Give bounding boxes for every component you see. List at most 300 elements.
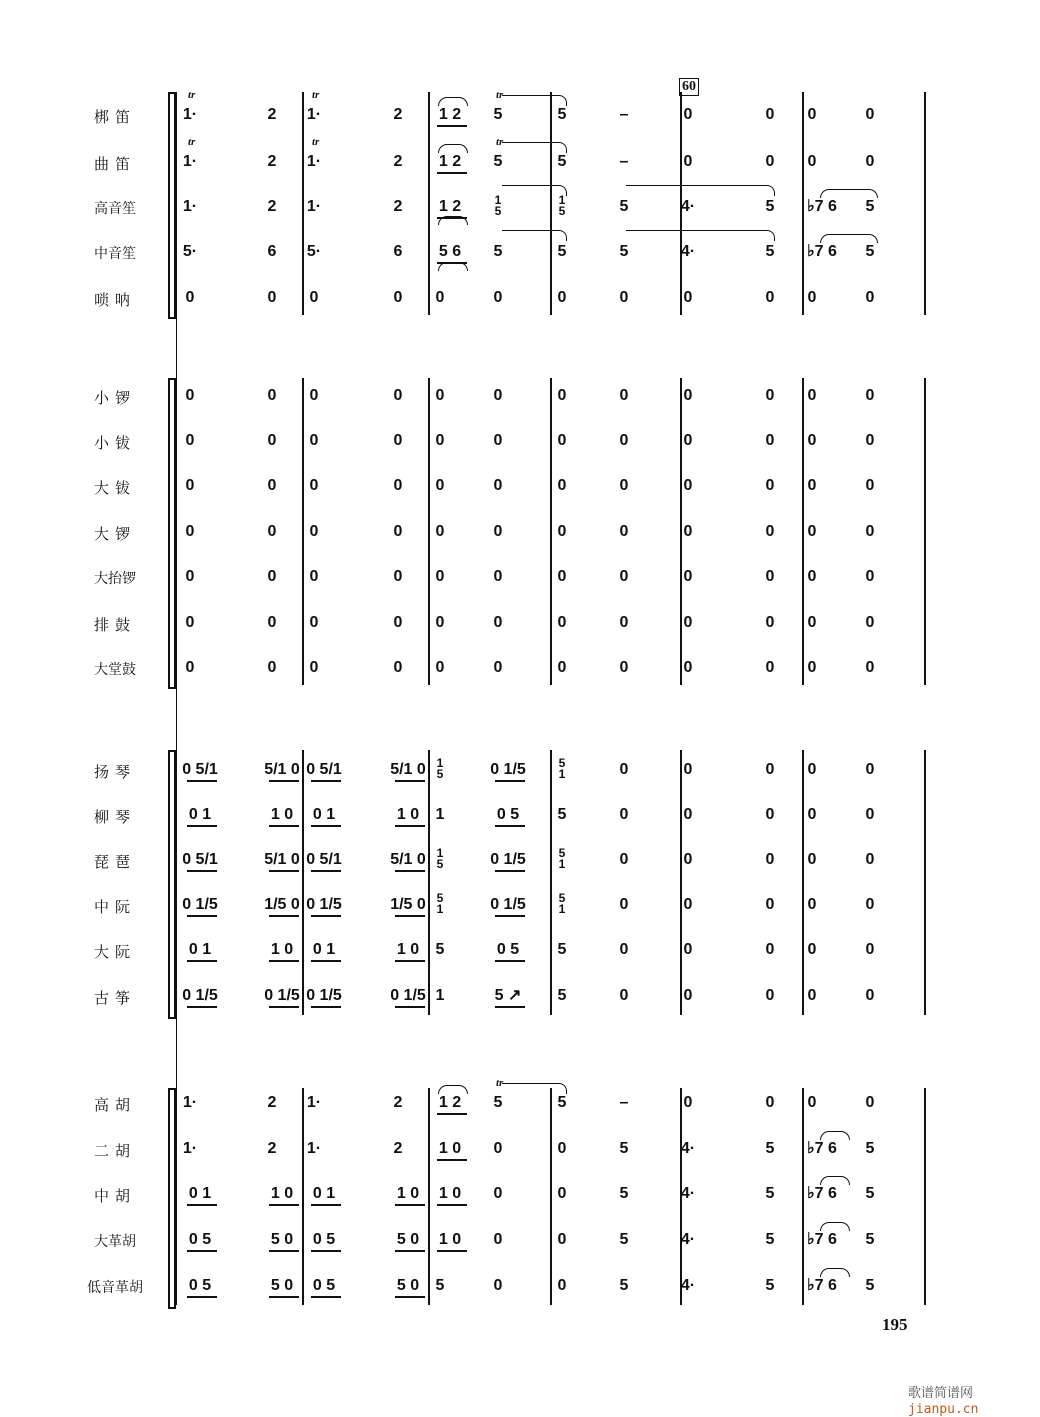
note: 0	[309, 477, 319, 494]
note: 0	[765, 289, 775, 306]
instrument-label: 高胡	[93, 1096, 136, 1114]
note: ♭7 6	[807, 198, 837, 215]
note: 0 5/1	[182, 761, 218, 778]
note: 0	[865, 941, 875, 958]
note: 0 5/1	[306, 851, 342, 868]
note: 0	[765, 106, 775, 123]
note: 5	[619, 1277, 629, 1294]
barline	[924, 1088, 926, 1305]
note: 0	[185, 432, 195, 449]
note: 0 1/5	[490, 896, 526, 913]
trill-mark: tr	[188, 136, 196, 148]
note: 1	[435, 806, 445, 823]
note: 0	[557, 614, 567, 631]
note: 0	[619, 806, 629, 823]
instrument-label: 中阮	[93, 898, 136, 916]
note: 5	[493, 243, 503, 260]
tie	[626, 185, 775, 196]
chord-note: 1 5	[436, 756, 444, 781]
instrument-label: 低音革胡	[87, 1280, 143, 1296]
note: 0	[807, 106, 817, 123]
note: 0	[683, 806, 693, 823]
note: 0	[493, 387, 503, 404]
note: 0 1/5	[390, 987, 426, 1004]
system-brace	[168, 750, 176, 1019]
note: 0	[493, 523, 503, 540]
underline	[437, 172, 467, 174]
watermark-cn: 歌谱简谱网	[908, 1385, 974, 1400]
instrument-label: 大革胡	[94, 1234, 136, 1250]
note: 0	[865, 659, 875, 676]
instrument-label: 曲笛	[93, 155, 136, 173]
note: 1 2	[438, 153, 462, 170]
underline	[437, 1159, 467, 1161]
note: 1·	[182, 1140, 198, 1157]
note: 5	[619, 1185, 629, 1202]
underline	[395, 780, 425, 782]
barline	[680, 750, 682, 1015]
note: 0	[435, 289, 445, 306]
note: 0	[683, 614, 693, 631]
note: 0	[683, 289, 693, 306]
slur	[438, 1085, 468, 1094]
note: 0	[807, 761, 817, 778]
barline	[302, 1088, 304, 1305]
chord-note: 5 1	[558, 891, 566, 916]
note: 0 1	[312, 941, 336, 958]
note: –	[619, 153, 629, 170]
note: 5 6	[438, 243, 462, 260]
note: 1·	[182, 106, 198, 123]
note: 2	[267, 1094, 277, 1111]
note: 0	[493, 614, 503, 631]
note: 0	[807, 568, 817, 585]
instrument-label: 排鼓	[93, 616, 136, 634]
underline	[395, 1250, 425, 1252]
note: 0	[765, 477, 775, 494]
note: 0	[683, 432, 693, 449]
note: 0	[557, 387, 567, 404]
note: 0	[619, 289, 629, 306]
barline	[924, 92, 926, 315]
note: 0	[267, 614, 277, 631]
trill-mark: tr	[312, 136, 320, 148]
note: 0	[807, 987, 817, 1004]
underline	[187, 1006, 217, 1008]
instrument-label: 中音笙	[94, 246, 136, 262]
note: 0	[865, 477, 875, 494]
barline	[302, 92, 304, 315]
instrument-label: 小锣	[93, 389, 136, 407]
note: 0	[619, 387, 629, 404]
note: 0	[267, 523, 277, 540]
instrument-label: 大钹	[93, 479, 136, 497]
underline	[395, 915, 425, 917]
underline	[187, 915, 217, 917]
underline	[395, 1006, 425, 1008]
note: 5	[557, 106, 567, 123]
note: 0 5	[188, 1277, 212, 1294]
note: 0	[393, 387, 403, 404]
instrument-label: 二胡	[93, 1142, 136, 1160]
note: 0	[807, 477, 817, 494]
slur	[820, 189, 878, 198]
trill-mark: tr	[188, 89, 196, 101]
note: 0	[865, 987, 875, 1004]
underline	[187, 870, 217, 872]
slur	[820, 1222, 850, 1231]
note: 0	[435, 387, 445, 404]
note: 2	[267, 198, 277, 215]
note: 0	[807, 659, 817, 676]
underline	[495, 960, 525, 962]
note: 1 0	[396, 1185, 420, 1202]
note: 0	[393, 659, 403, 676]
note: 5·	[306, 243, 322, 260]
underline	[395, 870, 425, 872]
note: 0 5	[312, 1231, 336, 1248]
note: 1 0	[438, 1140, 462, 1157]
tie	[502, 185, 567, 196]
underline	[311, 1296, 341, 1298]
note: 1 0	[396, 806, 420, 823]
note: 0 5/1	[306, 761, 342, 778]
note: 0	[309, 568, 319, 585]
note: 0	[683, 523, 693, 540]
watermark-en: jianpu.cn	[908, 1402, 979, 1417]
note: 0 5	[496, 806, 520, 823]
underline	[269, 915, 299, 917]
slur	[820, 1268, 850, 1277]
underline	[495, 1006, 525, 1008]
note: 0	[309, 387, 319, 404]
note: 0	[807, 432, 817, 449]
note: 0	[557, 432, 567, 449]
note: 5 0	[396, 1231, 420, 1248]
note: 5 0	[270, 1277, 294, 1294]
instrument-label: 琵琶	[93, 853, 136, 871]
note: 0	[683, 659, 693, 676]
note: 5	[865, 1277, 875, 1294]
note: 1·	[182, 198, 198, 215]
note: 0	[807, 289, 817, 306]
note: 0	[393, 432, 403, 449]
note: 0	[393, 289, 403, 306]
note: 1 0	[438, 1231, 462, 1248]
note: 0	[185, 387, 195, 404]
note: 5	[765, 1231, 775, 1248]
note: 0	[765, 659, 775, 676]
underline	[437, 1113, 467, 1115]
note: 4·	[680, 1277, 696, 1294]
note: 0	[683, 153, 693, 170]
note: 0	[309, 659, 319, 676]
note: 4·	[680, 243, 696, 260]
note: 0	[619, 851, 629, 868]
note: 0	[865, 761, 875, 778]
instrument-label: 大阮	[93, 943, 136, 961]
trill-mark: tr	[496, 136, 504, 148]
note: 0	[435, 659, 445, 676]
note: 0	[865, 106, 875, 123]
instrument-label: 扬琴	[93, 763, 136, 781]
note: 0	[557, 1277, 567, 1294]
note: 5	[865, 1231, 875, 1248]
note: 1·	[182, 153, 198, 170]
note: 0	[619, 477, 629, 494]
system-brace	[168, 1088, 176, 1309]
note: 0	[435, 477, 445, 494]
note: 0	[865, 614, 875, 631]
note: 0	[865, 432, 875, 449]
note: 0 5	[188, 1231, 212, 1248]
note: 5/1 0	[390, 761, 426, 778]
note: 0	[267, 387, 277, 404]
note: 0	[557, 289, 567, 306]
slur	[820, 1176, 850, 1185]
note: 0	[765, 1094, 775, 1111]
trill-mark: tr	[312, 89, 320, 101]
note: 0	[185, 477, 195, 494]
underline	[311, 825, 341, 827]
note: 0	[619, 614, 629, 631]
underline	[311, 870, 341, 872]
note: 0	[765, 851, 775, 868]
trill-extension	[502, 142, 567, 153]
note: 2	[393, 198, 403, 215]
note: 5 ↗	[494, 987, 522, 1004]
note: 0	[683, 761, 693, 778]
note: 0	[807, 523, 817, 540]
chord-note: 5 1	[436, 891, 444, 916]
note: 0	[393, 568, 403, 585]
chord-note: 1 5	[436, 846, 444, 871]
note: 0	[865, 568, 875, 585]
note: 2	[267, 1140, 277, 1157]
note: 5	[865, 198, 875, 215]
barline	[428, 378, 430, 685]
note: 0 1	[312, 1185, 336, 1202]
note: 0	[435, 614, 445, 631]
note: 6	[393, 243, 403, 260]
underline	[311, 780, 341, 782]
instrument-label: 唢呐	[93, 291, 136, 309]
barline	[802, 92, 804, 315]
note: 5	[619, 198, 629, 215]
underline	[395, 960, 425, 962]
note: –	[619, 106, 629, 123]
instrument-label: 大抬锣	[94, 571, 136, 587]
note: 0	[865, 523, 875, 540]
note: 0 5/1	[182, 851, 218, 868]
note: 0	[619, 523, 629, 540]
system-brace	[168, 378, 176, 689]
note: 0	[393, 523, 403, 540]
underline	[269, 1296, 299, 1298]
underline	[495, 780, 525, 782]
note: 0	[807, 387, 817, 404]
barline	[802, 1088, 804, 1305]
underline	[311, 1204, 341, 1206]
barline	[302, 750, 304, 1015]
note: 4·	[680, 1185, 696, 1202]
note: 0 1	[312, 806, 336, 823]
note: 0	[807, 896, 817, 913]
note: 2	[267, 106, 277, 123]
note: 0	[493, 568, 503, 585]
note: 0	[309, 523, 319, 540]
note: 0	[393, 614, 403, 631]
note: 5	[557, 941, 567, 958]
note: ♭7 6	[807, 1140, 837, 1157]
note: 0 1/5	[490, 851, 526, 868]
instrument-label: 大锣	[93, 525, 136, 543]
note: 0	[185, 659, 195, 676]
note: 0	[683, 896, 693, 913]
page-number: 195	[882, 1315, 908, 1334]
note: 5	[435, 941, 445, 958]
barline	[802, 378, 804, 685]
note: 5/1 0	[264, 761, 300, 778]
note: 5	[557, 1094, 567, 1111]
note: 5	[619, 1140, 629, 1157]
instrument-label: 大堂鼓	[94, 662, 136, 678]
underline	[311, 915, 341, 917]
slur	[438, 97, 468, 106]
note: 0	[765, 987, 775, 1004]
note: ♭7 6	[807, 243, 837, 260]
note: 5	[493, 153, 503, 170]
note: 0	[557, 1231, 567, 1248]
barline	[428, 750, 430, 1015]
note: 0	[765, 153, 775, 170]
note: 0	[765, 523, 775, 540]
note: 0	[683, 106, 693, 123]
barline	[550, 378, 552, 685]
trill-mark: tr	[496, 89, 504, 101]
underline	[269, 1006, 299, 1008]
note: 0 1	[188, 941, 212, 958]
note: 0 1	[188, 806, 212, 823]
note: 0	[765, 432, 775, 449]
barline	[924, 750, 926, 1015]
note: 0	[619, 659, 629, 676]
note: 0	[865, 289, 875, 306]
note: 0	[865, 896, 875, 913]
note: 1	[435, 987, 445, 1004]
underline	[269, 1204, 299, 1206]
note: 1 2	[438, 1094, 462, 1111]
note: 4·	[680, 1231, 696, 1248]
note: 0	[765, 941, 775, 958]
note: 0	[557, 568, 567, 585]
note: 0	[865, 153, 875, 170]
note: 0	[619, 896, 629, 913]
note: 5	[557, 987, 567, 1004]
trill-mark: tr	[496, 1077, 504, 1089]
note: 5	[557, 243, 567, 260]
trill-extension	[502, 95, 567, 106]
note: 0	[765, 568, 775, 585]
barline	[550, 1088, 552, 1305]
note: 5	[865, 1185, 875, 1202]
chord-note: 5 1	[558, 756, 566, 781]
slur	[438, 144, 468, 153]
note: 0	[493, 432, 503, 449]
note: 0	[557, 659, 567, 676]
note: 0	[765, 806, 775, 823]
instrument-label: 小钹	[93, 434, 136, 452]
underline	[437, 1250, 467, 1252]
note: 0	[309, 432, 319, 449]
note: 0	[435, 523, 445, 540]
note: 0	[493, 1231, 503, 1248]
note: 0 5	[496, 941, 520, 958]
note: 0	[865, 851, 875, 868]
note: 0	[557, 1140, 567, 1157]
note: 5	[435, 1277, 445, 1294]
note: 0	[619, 761, 629, 778]
underline	[269, 1250, 299, 1252]
system-brace	[168, 92, 176, 319]
note: 0 1	[188, 1185, 212, 1202]
underline	[437, 1204, 467, 1206]
underline	[311, 960, 341, 962]
note: 0 5	[312, 1277, 336, 1294]
note: 5 0	[270, 1231, 294, 1248]
barline	[302, 378, 304, 685]
note: ♭7 6	[807, 1277, 837, 1294]
note: 0	[493, 1277, 503, 1294]
note: 0	[267, 432, 277, 449]
slur	[438, 216, 468, 225]
note: 4·	[680, 1140, 696, 1157]
note: 0	[683, 1094, 693, 1111]
note: 5	[865, 243, 875, 260]
underline	[269, 870, 299, 872]
barline	[428, 92, 430, 315]
slur	[820, 1131, 850, 1140]
note: 0	[267, 289, 277, 306]
underline	[495, 825, 525, 827]
note: 1 0	[270, 1185, 294, 1202]
slur	[820, 234, 878, 243]
note: 5	[493, 106, 503, 123]
note: 0	[557, 477, 567, 494]
note: 1·	[306, 1140, 322, 1157]
note: 5	[619, 1231, 629, 1248]
barline	[924, 378, 926, 685]
note: 0	[435, 432, 445, 449]
note: 5	[765, 1140, 775, 1157]
underline	[187, 1296, 217, 1298]
instrument-label: 柳琴	[93, 808, 136, 826]
note: 2	[393, 106, 403, 123]
note: 5	[765, 1277, 775, 1294]
underline	[437, 125, 467, 127]
note: 0	[765, 614, 775, 631]
underline	[187, 960, 217, 962]
underline	[187, 1204, 217, 1206]
note: 0	[185, 523, 195, 540]
note: 0	[807, 1094, 817, 1111]
note: 0	[807, 614, 817, 631]
note: 5	[619, 243, 629, 260]
barline	[428, 1088, 430, 1305]
note: 0	[765, 896, 775, 913]
underline	[187, 780, 217, 782]
underline	[187, 1250, 217, 1252]
